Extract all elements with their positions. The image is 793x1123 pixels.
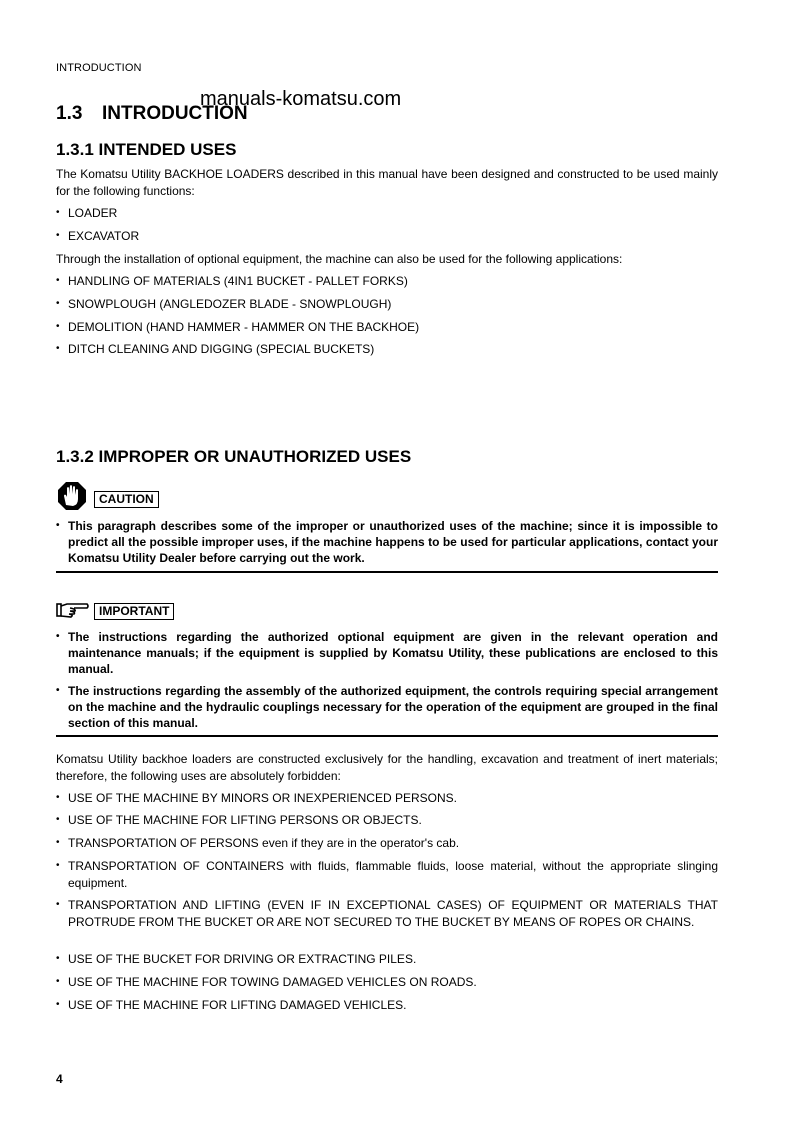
heading-improper-uses: 1.3.2 IMPROPER OR UNAUTHORIZED USES	[56, 447, 412, 466]
important-item: • The instructions regarding the assembly of the authorized equipment, the controls requiring special arrangement on the machine and the hydraulic couplings necessary for the operation of the equipment are grouped in the final section of this manual.	[56, 683, 718, 731]
optional-equipment-intro: Through the installation of optional equipment, the machine can also be used for the following applications:	[56, 252, 623, 266]
list-item-forbidden: • USE OF THE MACHINE BY MINORS OR INEXPERIENCED PERSONS.	[56, 790, 718, 807]
caution-item: • This paragraph describes some of the improper or unauthorized uses of the machine; since it is impossible to predict all the possible improper uses, if the machine happens to be used for particular applications, contact your Komatsu Utility Dealer before carrying out the work.	[56, 518, 718, 566]
list-item-forbidden: • USE OF THE BUCKET FOR DRIVING OR EXTRACTING PILES.	[56, 951, 718, 968]
list-item-application: • DEMOLITION (HAND HAMMER - HAMMER ON THE BACKHOE)	[56, 319, 718, 336]
list-item-forbidden: • USE OF THE MACHINE FOR LIFTING PERSONS OR OBJECTS.	[56, 812, 718, 829]
running-head: INTRODUCTION	[56, 62, 142, 74]
list-item-application: • SNOWPLOUGH (ANGLEDOZER BLADE - SNOWPLOUGH)	[56, 296, 718, 313]
important-label: IMPORTANT	[94, 603, 174, 620]
page-number: 4	[56, 1072, 63, 1086]
list-item-application: • DITCH CLEANING AND DIGGING (SPECIAL BUCKETS)	[56, 341, 718, 358]
list-item-application: • HANDLING OF MATERIALS (4IN1 BUCKET - PALLET FORKS)	[56, 273, 718, 290]
caution-label: CAUTION	[94, 491, 159, 508]
list-item-forbidden: • TRANSPORTATION OF PERSONS even if they are in the operator's cab.	[56, 835, 718, 852]
list-item-function: • LOADER	[56, 205, 718, 222]
list-item-forbidden: • USE OF THE MACHINE FOR LIFTING DAMAGED VEHICLES.	[56, 997, 718, 1014]
stop-hand-icon	[57, 481, 87, 511]
list-item-forbidden: • USE OF THE MACHINE FOR TOWING DAMAGED VEHICLES ON ROADS.	[56, 974, 718, 991]
section-number: 1.3	[56, 103, 83, 124]
pointing-hand-icon	[56, 601, 90, 619]
important-item: • The instructions regarding the authorized optional equipment are given in the relevant operation and maintenance manuals; if the equipment is supplied by Komatsu Utility, these publications are enclosed to this manual.	[56, 629, 718, 677]
caution-divider	[56, 571, 718, 573]
list-item-forbidden: • TRANSPORTATION AND LIFTING (EVEN IF IN EXCEPTIONAL CASES) OF EQUIPMENT OR MATERIALS THAT PROTRUDE FROM THE BUCKET OR ARE NOT SECURED TO THE BUCKET BY MEANS OF ROPES OR CHAINS.	[56, 897, 718, 930]
list-item-function: • EXCAVATOR	[56, 228, 718, 245]
section-title-text: INTRODUCTION	[102, 103, 248, 124]
important-divider	[56, 735, 718, 737]
forbidden-intro: Komatsu Utility backhoe loaders are constructed exclusively for the handling, excavation and treatment of inert materials; therefore, the following uses are absolutely forbidden:	[56, 752, 718, 783]
list-item-forbidden: • TRANSPORTATION OF CONTAINERS with fluids, flammable fluids, loose material, without the appropriate slinging equipment.	[56, 858, 718, 891]
heading-intended-uses: 1.3.1 INTENDED USES	[56, 140, 237, 159]
intended-uses-intro: The Komatsu Utility BACKHOE LOADERS described in this manual have been designed and constructed to be used mainly for the following functions:	[56, 167, 718, 198]
watermark-link[interactable]: manuals-komatsu.com	[200, 88, 402, 110]
